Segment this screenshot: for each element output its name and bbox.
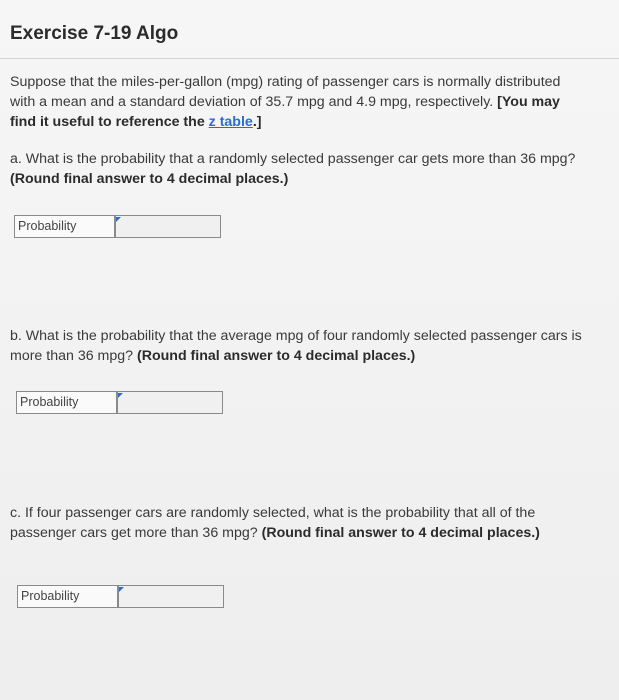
question-b-instruction: (Round final answer to 4 decimal places.) [136, 348, 416, 364]
probability-input-c[interactable] [117, 585, 224, 608]
probability-input-b[interactable] [116, 391, 223, 414]
probability-label-a: Probability [14, 215, 115, 238]
question-b [10, 326, 585, 366]
hint-text: [You may find it useful to reference the [10, 94, 560, 130]
question-a [10, 149, 585, 189]
question-c-instruction: (Round final answer to 4 decimal places.) [261, 525, 540, 541]
input-marker-icon [116, 217, 121, 222]
input-marker-icon [118, 393, 123, 398]
hint-end: .] [252, 114, 262, 130]
probability-label-b: Probability [16, 391, 117, 414]
question-c-text: c. If four passenger cars are randomly selected, what is the probability that all of the passenger cars get more than 36 mpg? [10, 505, 536, 541]
z-table-link[interactable]: z table [208, 114, 253, 130]
question-b-text: b. What is the probability that the average mpg of four randomly selected passenger cars is more than 36 mpg? [10, 328, 582, 364]
question-c [10, 503, 585, 543]
exercise-title: Exercise 7-19 Algo [10, 23, 179, 44]
question-a-instruction: (Round final answer to 4 decimal places.) [10, 171, 289, 187]
probability-label-c: Probability [17, 585, 118, 608]
probability-input-a[interactable] [114, 215, 221, 238]
problem-statement [10, 72, 585, 132]
intro-text: Suppose that the miles-per-gallon (mpg) rating of passenger cars is normally distributed with a mean and a standard deviation of 35.7 mpg and 4.9 mpg, respectively. [10, 74, 561, 110]
input-marker-icon [119, 587, 124, 592]
question-a-text: a. What is the probability that a randomly selected passenger car gets more than 36 mpg? [10, 151, 576, 167]
divider [0, 58, 619, 59]
